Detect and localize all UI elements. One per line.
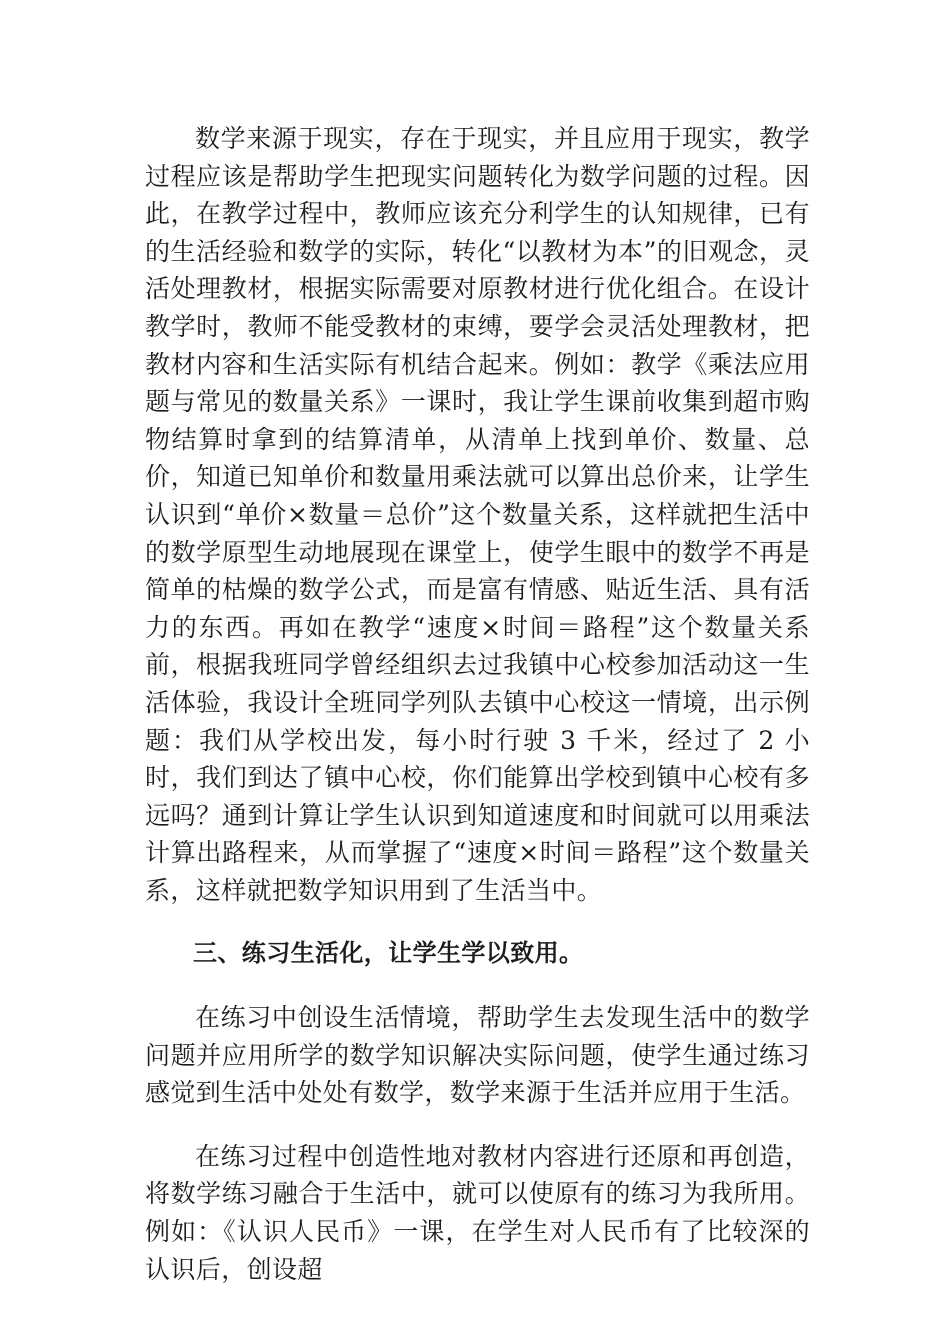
section-heading: 三、练习生活化，让学生学以致用。 (193, 939, 584, 968)
document-body (145, 120, 810, 1288)
body-paragraph: 在练习中创设生活情境，帮助学生去发现生活中的数学问题并应用所学的数学知识解决实际问题，使学生通过练习感觉到生活中处处有数学，数学来源于生活并应用于生活。 (145, 1003, 810, 1108)
body-paragraph: 在练习过程中创造性地对教材内容进行还原和再创造，将数学练习融合于生活中，就可以使原有的练习为我所用。例如：《认识人民币》一课，在学生对人民币有了比较深的认识后，创设超 (145, 1141, 810, 1284)
body-paragraph: 数学来源于现实，存在于现实，并且应用于现实，教学过程应该是帮助学生把现实问题转化为数学问题的过程。因此，在教学过程中，教师应该充分利学生的认知规律，已有的生活经验和数学的实际，转化“以教材为本”的旧观念，灵活处理教材，根据实际需要对原教材进行优化组合。在设计教学时，教师不能受教材的束缚，要学会灵活处理教材，把教材内容和生活实际有机结合起来。例如：教学《乘法应用题与常见的数量关系》一课时，我让学生课前收集到超市购物结算时拿到的结算清单，从清单上找到单价、数量、总价，知道已知单价和数量用乘法就可以算出总价来，让学生认识到“单价×数量＝总价”这个数量关系，这样就把生活中的数学原型生动地展现在课堂上，使学生眼中的数学不再是简单的枯燥的数学公式，而是富有情感、贴近生活、具有活力的东西。再如在教学“速度×时间＝路程”这个数量关系前，根据我班同学曾经组织去过我镇中心校参加活动这一生活体验，我设计全班同学列队去镇中心校这一情境，出示例题：我们从学校出发，每小时行驶 3 千米，经过了 2 小时，我们到达了镇中心校，你们能算出学校到镇中心校有多远吗？通到计算让学生认识到知道速度和时间就可以用乘法计算出路程来，从而掌握了“速度×时间＝路程”这个数量关系，这样就把数学知识用到了生活当中。 (145, 124, 810, 905)
